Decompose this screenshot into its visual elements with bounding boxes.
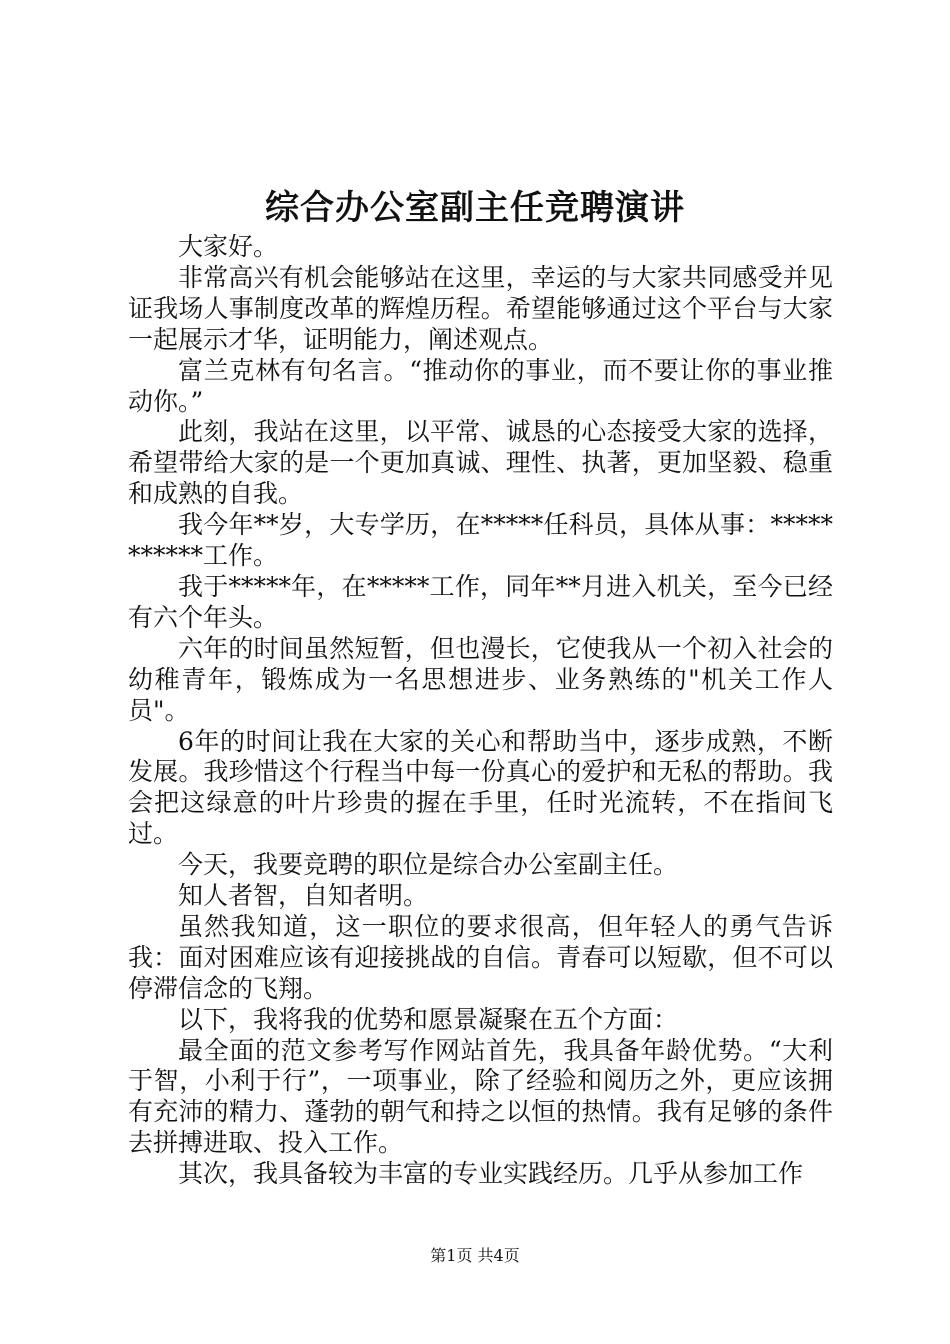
paragraph: 非常高兴有机会能够站在这里，幸运的与大家共同感受并见证我场人事制度改革的辉煌历程。希望能够通过这个平台与大家一起展示才华，证明能力，阐述观点。 xyxy=(128,262,833,354)
paragraph: 虽然我知道，这一职位的要求很高，但年轻人的勇气告诉我：面对困难应该有迎接挑战的自信。青春可以短歇，但不可以停滞信念的飞翔。 xyxy=(128,911,833,1003)
paragraph: 最全面的范文参考写作网站首先，我具备年龄优势。“大利于智，小利于行”，一项事业，除了经验和阅历之外，更应该拥有充沛的精力、蓬勃的朝气和持之以恒的热情。我有足够的条件去拼搏进取、投入工作。 xyxy=(128,1035,833,1158)
document-body xyxy=(128,232,833,1190)
paragraph: 其次，我具备较为丰富的专业实践经历。几乎从参加工作 xyxy=(178,1159,804,1189)
paragraph: 知人者智，自知者明。 xyxy=(178,881,429,911)
paragraph: 以下，我将我的优势和愿景凝聚在五个方面： xyxy=(178,1004,679,1034)
paragraph: 富兰克林有句名言。“推动你的事业，而不要让你的事业推动你。” xyxy=(128,355,833,416)
paragraph: 我于*****年，在*****工作，同年**月进入机关，至今已经有六个年头。 xyxy=(128,571,833,632)
page-number-footer: 第1页 共4页 xyxy=(430,1246,520,1265)
paragraph: 6年的时间让我在大家的关心和帮助当中，逐步成熟，不断发展。我珍惜这个行程当中每一份真心的爱护和无私的帮助。我会把这绿意的叶片珍贵的握在手里，任时光流转，不在指间飞过。 xyxy=(128,726,833,849)
document-title: 综合办公室副主任竞聘演讲 xyxy=(265,188,685,228)
paragraph: 大家好。 xyxy=(178,232,279,261)
paragraph: 今天，我要竞聘的职位是综合办公室副主任。 xyxy=(178,850,679,880)
paragraph: 六年的时间虽然短暂，但也漫长，它使我从一个初入社会的幼稚青年，锻炼成为一名思想进步、业务熟练的"机关工作人员"。 xyxy=(128,633,833,725)
paragraph: 我今年**岁，大专学历，在*****任科员，具体从事：***********工作。 xyxy=(128,510,833,571)
paragraph: 此刻，我站在这里，以平常、诚恳的心态接受大家的选择，希望带给大家的是一个更加真诚、理性、执著，更加坚毅、稳重和成熟的自我。 xyxy=(128,417,833,509)
